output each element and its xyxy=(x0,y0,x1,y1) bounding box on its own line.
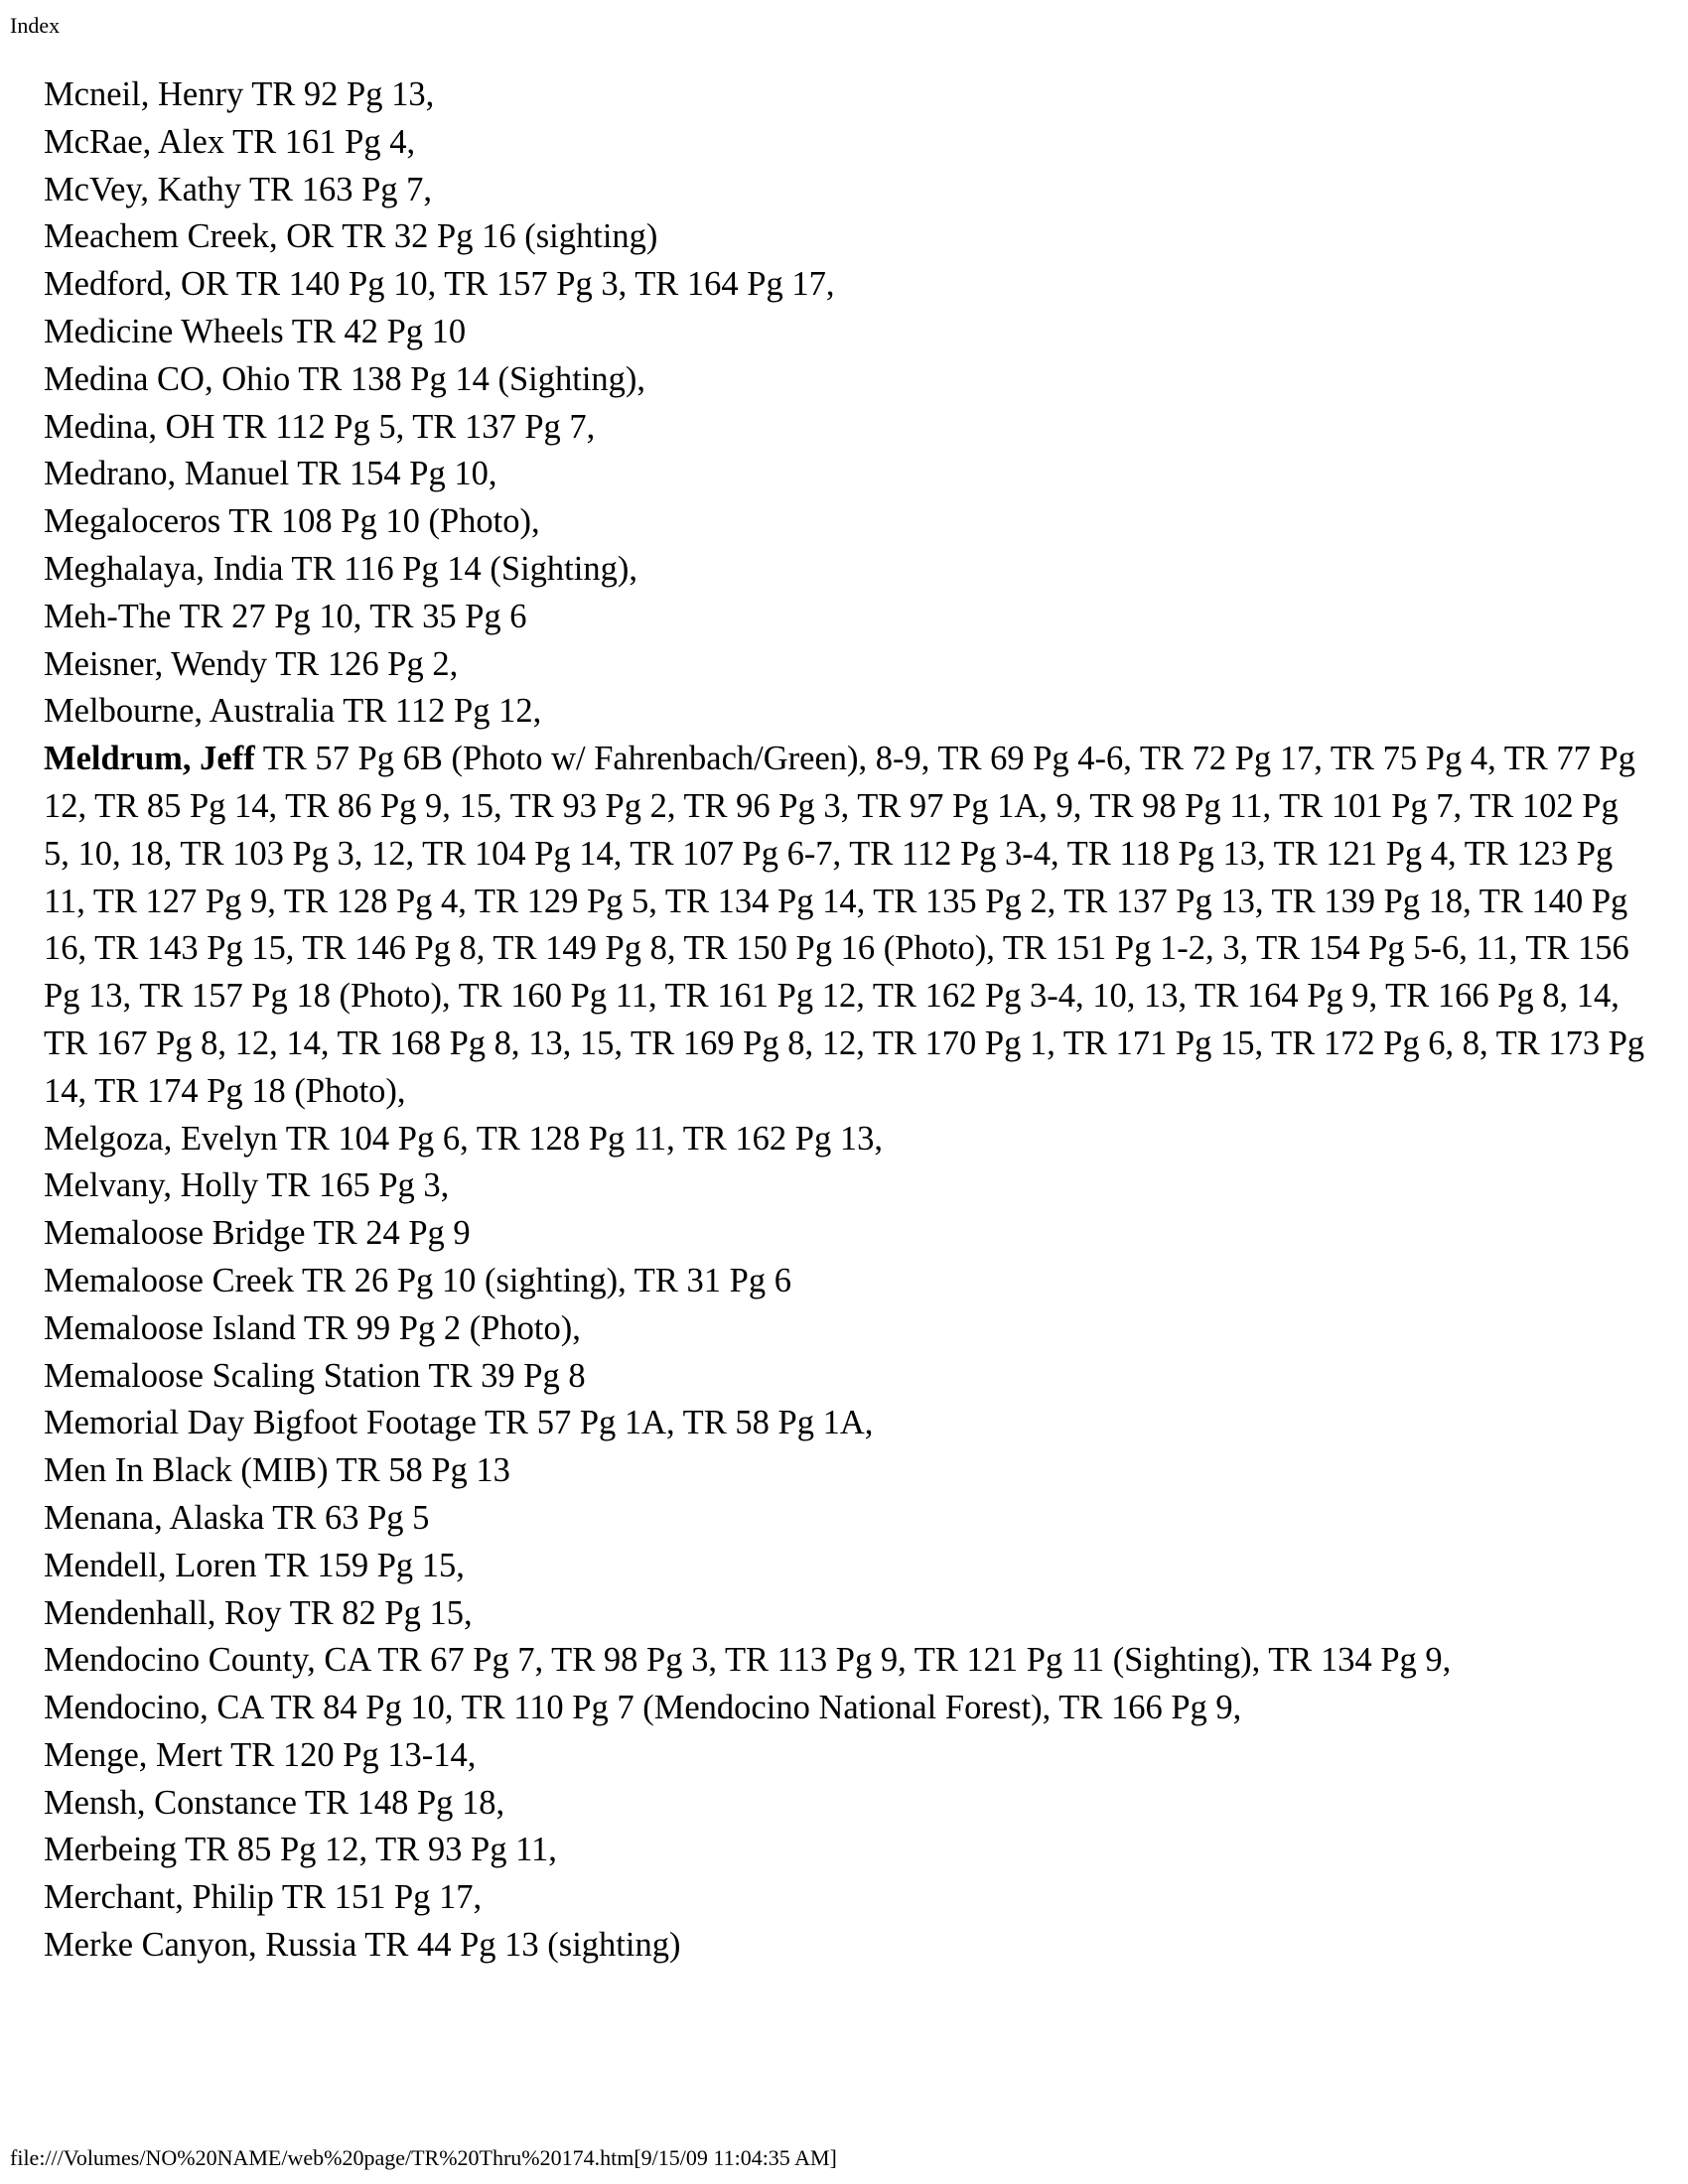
index-entry xyxy=(44,1637,1652,1685)
entry-name: Melgoza, Evelyn xyxy=(44,1119,278,1158)
index-entry xyxy=(44,546,1652,594)
index-entry xyxy=(44,1922,1652,1970)
entry-name: Memorial Day Bigfoot Footage xyxy=(44,1404,477,1442)
entry-references: TR 85 Pg 12, TR 93 Pg 11, xyxy=(185,1831,557,1869)
index-entry xyxy=(44,498,1652,546)
index-entry xyxy=(44,213,1652,261)
entry-name: Memaloose Island xyxy=(44,1308,296,1347)
index-entry xyxy=(44,736,1652,1115)
index-entry xyxy=(44,1827,1652,1874)
index-entry xyxy=(44,71,1652,119)
entry-references: TR 165 Pg 3, xyxy=(266,1166,450,1205)
entry-name: Men In Black (MIB) xyxy=(44,1451,329,1490)
index-entry xyxy=(44,1732,1652,1780)
entry-name: Mendocino County, CA xyxy=(44,1641,370,1680)
index-entry xyxy=(44,451,1652,498)
entry-name: Merchant, Philip xyxy=(44,1878,274,1917)
index-entry xyxy=(44,1590,1652,1638)
index-entry xyxy=(44,1685,1652,1732)
entry-references: TR 32 Pg 16 (sighting) xyxy=(342,217,658,256)
entry-references: TR 112 Pg 5, TR 137 Pg 7, xyxy=(222,407,596,446)
entry-references: TR 126 Pg 2, xyxy=(275,644,459,683)
entry-name: Melvany, Holly xyxy=(44,1166,259,1205)
index-entry xyxy=(44,594,1652,641)
entry-references: TR 108 Pg 10 (Photo), xyxy=(228,502,540,541)
entry-name: Menge, Mert xyxy=(44,1735,223,1774)
index-entry xyxy=(44,167,1652,214)
entry-name: Medford, OR xyxy=(44,265,228,304)
index-entry xyxy=(44,1116,1652,1163)
entry-references: TR 67 Pg 7, TR 98 Pg 3, TR 113 Pg 9, TR 121 Pg 11 (Sighting), TR 134 Pg 9, xyxy=(377,1641,1452,1680)
entry-name: Medina, OH xyxy=(44,407,215,446)
entry-references: TR 44 Pg 13 (sighting) xyxy=(364,1926,681,1965)
entry-references: TR 116 Pg 14 (Sighting), xyxy=(291,549,637,588)
entry-name: Merbeing xyxy=(44,1831,178,1869)
index-entry xyxy=(44,261,1652,309)
entry-references: TR 42 Pg 10 xyxy=(291,312,467,350)
entry-references: TR 161 Pg 4, xyxy=(232,122,416,161)
entry-references: TR 104 Pg 6, TR 128 Pg 11, TR 162 Pg 13, xyxy=(285,1119,883,1158)
entry-references: TR 92 Pg 13, xyxy=(251,75,435,113)
index-entry xyxy=(44,356,1652,404)
entry-references: TR 82 Pg 15, xyxy=(289,1593,473,1632)
index-entry xyxy=(44,1258,1652,1305)
index-entry xyxy=(44,1447,1652,1495)
entry-name: Mendenhall, Roy xyxy=(44,1593,282,1632)
entry-references: TR 39 Pg 8 xyxy=(428,1356,586,1395)
entry-references: TR 148 Pg 18, xyxy=(304,1783,505,1822)
index-entry xyxy=(44,1210,1652,1258)
index-entry xyxy=(44,1305,1652,1353)
entry-name: Meachem Creek, OR xyxy=(44,217,335,256)
entry-references: TR 151 Pg 17, xyxy=(281,1878,483,1917)
entry-references: TR 138 Pg 14 (Sighting), xyxy=(298,359,646,398)
page-header-title: Index xyxy=(10,13,61,38)
footer-file-url: file:///Volumes/NO%20NAME/web%20page/TR%20Thru%20174.htm[9/15/09 11:04:35 AM] xyxy=(10,2145,837,2170)
entry-references: TR 163 Pg 7, xyxy=(248,170,433,208)
entry-references: TR 24 Pg 9 xyxy=(313,1214,471,1253)
index-entry xyxy=(44,1400,1652,1447)
entry-name: Medina CO, Ohio xyxy=(44,359,291,398)
entry-name: Medicine Wheels xyxy=(44,312,284,350)
index-entry xyxy=(44,1874,1652,1922)
entry-name: Mendocino, CA xyxy=(44,1689,263,1727)
entry-references: TR 112 Pg 12, xyxy=(343,692,542,731)
entry-references: TR 84 Pg 10, TR 110 Pg 7 (Mendocino National Forest), TR 166 Pg 9, xyxy=(270,1689,1242,1727)
entry-references: TR 57 Pg 1A, TR 58 Pg 1A, xyxy=(484,1404,874,1442)
entry-references: TR 159 Pg 15, xyxy=(264,1546,465,1584)
entry-name: Megaloceros xyxy=(44,502,221,541)
index-entry xyxy=(44,688,1652,736)
entry-name: Mensh, Constance xyxy=(44,1783,297,1822)
entry-references: TR 57 Pg 6B (Photo w/ Fahrenbach/Green), 8-9, TR 69 Pg 4-6, TR 72 Pg 17, TR 75 Pg 4, TR 77 Pg 12, TR 85 Pg 14, TR 86 Pg 9, 15, TR 93 Pg 2, TR 96 Pg 3, TR 97 Pg 1A, 9, TR 98 Pg 11, TR 101 Pg 7, TR 102 Pg 5, 10, 18, TR 103 Pg 3, 12, TR 104 Pg 14, TR 107 Pg 6-7, TR 112 Pg 3-4, TR 118 Pg 13, TR 121 Pg 4, TR 123 Pg 11, TR 127 Pg 9, TR 128 Pg 4, TR 129 Pg 5, TR 134 Pg 14, TR 135 Pg 2, TR 137 Pg 13, TR 139 Pg 18, TR 140 Pg 16, TR 143 Pg 15, TR 146 Pg 8, TR 149 Pg 8, TR 150 Pg 16 (Photo), TR 151 Pg 1-2, 3, TR 154 Pg 5-6, 11, TR 156 Pg 13, TR 157 Pg 18 (Photo), TR 160 Pg 11, TR 161 Pg 12, TR 162 Pg 3-4, 10, 13, TR 164 Pg 9, TR 166 Pg 8, 14, TR 167 Pg 8, 12, 14, TR 168 Pg 8, 13, 15, TR 169 Pg 8, 12, TR 170 Pg 1, TR 171 Pg 15, TR 172 Pg 6, 8, TR 173 Pg 14, TR 174 Pg 18 (Photo), xyxy=(44,740,1645,1110)
entry-references: TR 63 Pg 5 xyxy=(272,1498,430,1537)
entry-name: Memaloose Creek xyxy=(44,1261,294,1299)
index-list xyxy=(44,71,1652,1970)
entry-name: Meldrum, Jeff xyxy=(44,740,255,778)
entry-name: Memaloose Scaling Station xyxy=(44,1356,421,1395)
entry-name: Menana, Alaska xyxy=(44,1498,265,1537)
index-entry xyxy=(44,1162,1652,1210)
entry-references: TR 27 Pg 10, TR 35 Pg 6 xyxy=(179,597,527,635)
entry-name: Merke Canyon, Russia xyxy=(44,1926,357,1965)
entry-name: Meh-The xyxy=(44,597,172,635)
index-entry xyxy=(44,641,1652,689)
entry-name: McRae, Alex xyxy=(44,122,225,161)
entry-name: Meisner, Wendy xyxy=(44,644,268,683)
entry-name: Mendell, Loren xyxy=(44,1546,257,1584)
entry-name: McVey, Kathy xyxy=(44,170,241,208)
index-entry xyxy=(44,1353,1652,1401)
index-entry xyxy=(44,1780,1652,1828)
entry-references: TR 99 Pg 2 (Photo), xyxy=(303,1308,581,1347)
entry-references: TR 26 Pg 10 (sighting), TR 31 Pg 6 xyxy=(301,1261,791,1299)
entry-name: Medrano, Manuel xyxy=(44,455,290,493)
entry-references: TR 58 Pg 13 xyxy=(336,1451,510,1490)
entry-references: TR 140 Pg 10, TR 157 Pg 3, TR 164 Pg 17, xyxy=(235,265,835,304)
entry-references: TR 120 Pg 13-14, xyxy=(230,1735,477,1774)
index-entry xyxy=(44,404,1652,452)
entry-name: Meghalaya, India xyxy=(44,549,284,588)
index-entry xyxy=(44,1543,1652,1590)
entry-name: Melbourne, Australia xyxy=(44,692,336,731)
index-entry xyxy=(44,309,1652,356)
entry-name: Mcneil, Henry xyxy=(44,75,244,113)
entry-references: TR 154 Pg 10, xyxy=(297,455,497,493)
index-entry xyxy=(44,119,1652,167)
index-entry xyxy=(44,1495,1652,1543)
entry-name: Memaloose Bridge xyxy=(44,1214,306,1253)
